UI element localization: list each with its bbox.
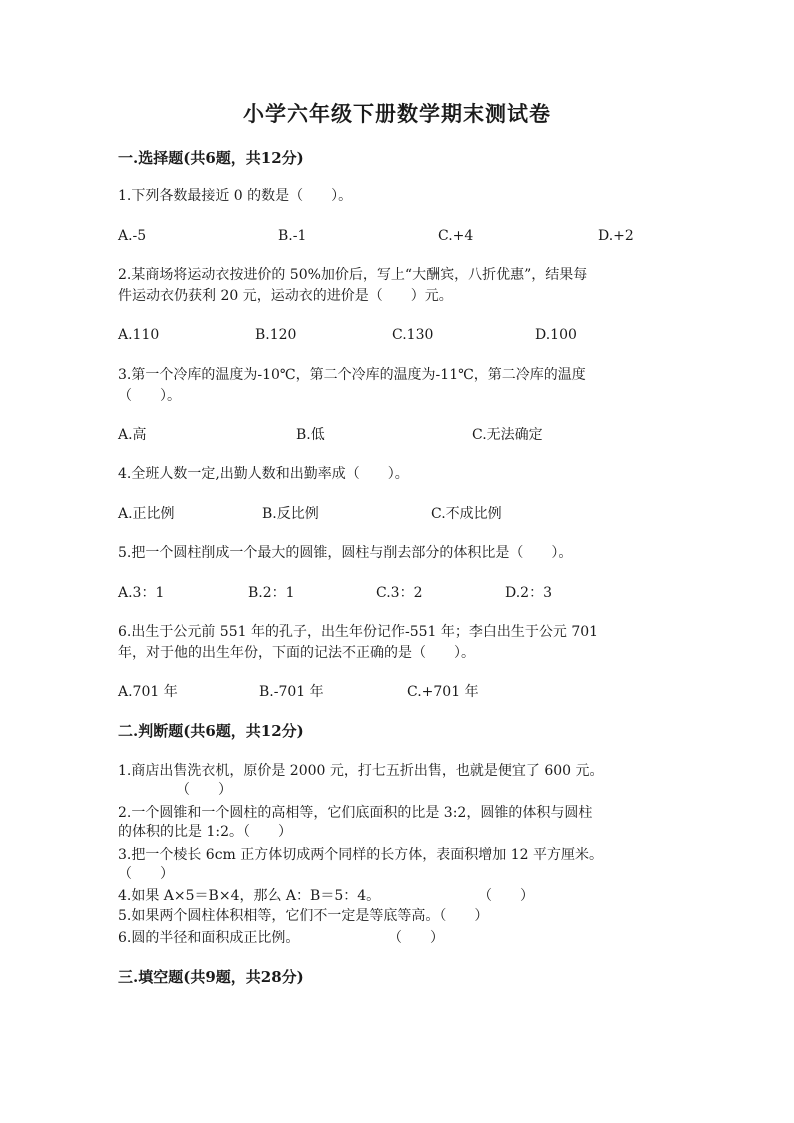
page-title: 小学六年级下册数学期末测试卷 [243, 101, 551, 126]
option-d: D.2：3 [505, 585, 552, 601]
question-text: 1.商店出售洗衣机，原价是 2000 元，打七五折出售，也就是便宜了 600 元。 [118, 763, 604, 779]
question-text: 6.圆的半径和面积成正比例。 [118, 930, 300, 946]
section-heading-fill: 三.填空题(共9题，共28分) [118, 968, 304, 986]
answer-blank: （ ） [478, 888, 534, 904]
question-text: 5.如果两个圆柱体积相等，它们不一定是等底等高。（ ） [118, 908, 489, 924]
option-c: C.130 [392, 327, 434, 343]
question-text: 5.把一个圆柱削成一个最大的圆锥，圆柱与削去部分的体积比是（ ）。 [118, 545, 573, 561]
option-b: B.反比例 [262, 506, 319, 522]
option-b: B.-701 年 [259, 684, 324, 700]
answer-blank: （ ） [118, 866, 174, 882]
question-text: 1.下列各数最接近 0 的数是（ ）。 [118, 188, 353, 204]
question-text: 年，对于他的出生年份，下面的记法不正确的是（ ）。 [118, 645, 475, 661]
question-text: 4.全班人数一定,出勤人数和出勤率成（ ）。 [118, 466, 409, 482]
option-a: A.高 [118, 427, 147, 443]
section-heading-judge: 二.判断题(共6题，共12分) [118, 722, 304, 740]
section-heading-choice: 一.选择题(共6题，共12分) [118, 149, 304, 167]
option-a: A.3：1 [118, 585, 165, 601]
option-a: A.701 年 [118, 684, 178, 700]
option-c: C.+701 年 [407, 684, 479, 700]
question-text: 2.一个圆锥和一个圆柱的高相等，它们底面积的比是 3:2，圆锥的体积与圆柱 [118, 805, 593, 821]
option-b: B.-1 [278, 228, 307, 244]
option-c: C.3：2 [376, 585, 423, 601]
question-text: 件运动衣仍获利 20 元，运动衣的进价是（ ）元。 [118, 288, 453, 304]
option-c: C.无法确定 [472, 427, 543, 443]
question-text: 4.如果 A×5＝B×4，那么 A：B＝5：4。 [118, 888, 381, 904]
question-text: 3.把一个棱长 6cm 正方体切成两个同样的长方体，表面积增加 12 平方厘米。 [118, 847, 603, 863]
option-d: D.100 [535, 327, 577, 343]
answer-blank: （ ） [176, 782, 232, 798]
option-d: D.+2 [598, 228, 634, 244]
option-c: C.不成比例 [431, 506, 502, 522]
option-a: A.110 [118, 327, 160, 343]
question-text: 6.出生于公元前 551 年的孔子，出生年份记作-551 年；李白出生于公元 701 [118, 624, 599, 640]
question-text: 2.某商场将运动衣按进价的 50%加价后，写上“大酬宾，八折优惠”，结果每 [118, 267, 588, 283]
option-a: A.正比例 [118, 506, 175, 522]
option-b: B.2：1 [248, 585, 295, 601]
option-c: C.+4 [438, 228, 474, 244]
option-b: B.低 [296, 427, 325, 443]
question-text: 3.第一个冷库的温度为-10℃，第二个冷库的温度为-11℃，第二冷库的温度 [118, 367, 586, 383]
option-a: A.-5 [118, 228, 147, 244]
question-text: 的体积的比是 1:2。（ ） [118, 824, 292, 840]
answer-blank: （ ） [388, 930, 444, 946]
question-text: （ ）。 [118, 388, 181, 404]
option-b: B.120 [255, 327, 297, 343]
